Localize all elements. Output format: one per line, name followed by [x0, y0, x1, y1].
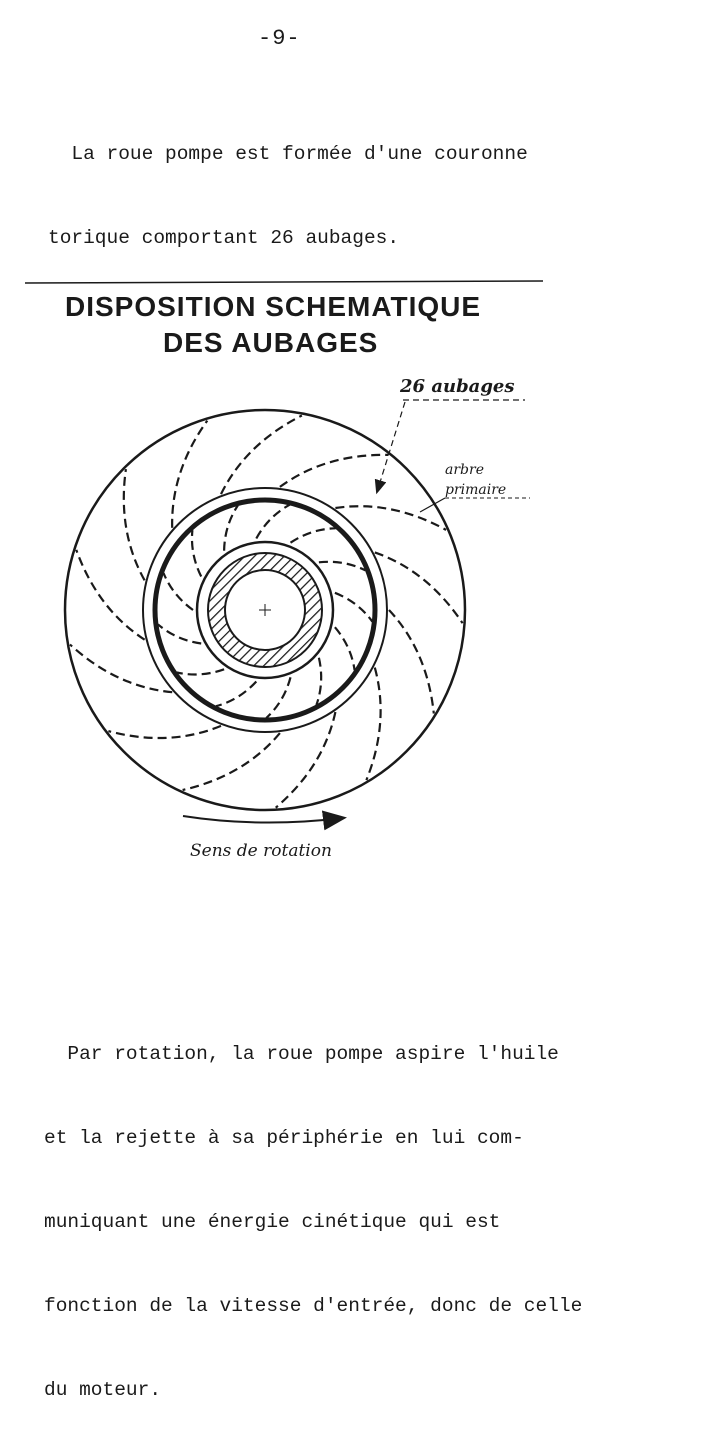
paragraph-line: Par rotation, la roue pompe aspire l'huile: [44, 1043, 559, 1065]
page-number: -9-: [258, 26, 301, 51]
inner-blade: [335, 593, 373, 622]
outer-blade: [276, 712, 336, 808]
outer-blade: [221, 416, 302, 495]
outer-blade: [76, 550, 144, 640]
inner-blade: [158, 624, 201, 643]
paragraph-line: La roue pompe est formée d'une couronne: [48, 143, 528, 165]
outer-blade: [366, 668, 380, 781]
paragraph-operation: [44, 984, 582, 1432]
paragraph-line: fonction de la vitesse d'entrée, donc de celle: [44, 1295, 583, 1317]
outer-blade: [183, 733, 280, 790]
figure-top-border: [25, 281, 543, 283]
blade-layout-figure: [25, 280, 545, 865]
paragraph-line: du moteur.: [44, 1379, 162, 1401]
inner-blade: [335, 627, 355, 670]
inner-blade: [291, 528, 336, 542]
paragraph-line: torique comportant 26 aubages.: [48, 227, 400, 249]
outer-blade: [389, 610, 434, 714]
inner-blade: [177, 669, 224, 674]
paragraph-intro: [48, 84, 528, 280]
inner-blade: [216, 682, 256, 707]
paragraph-line: et la rejette à sa périphérie en lui com-: [44, 1127, 524, 1149]
blade-count-label: 26 aubages: [400, 376, 515, 397]
shaft-label-line2: primaire: [445, 482, 507, 498]
rotation-label: Sens de rotation: [190, 841, 332, 861]
paragraph-line: muniquant une énergie cinétique qui est: [44, 1211, 501, 1233]
inner-blade: [316, 658, 321, 705]
rotation-arrow-icon: [183, 816, 343, 823]
outer-blade: [172, 421, 207, 528]
figure-title-line1: DISPOSITION SCHEMATIQUE: [65, 291, 482, 322]
outer-blade: [124, 469, 145, 580]
inner-blade: [224, 506, 238, 551]
inner-blade: [256, 505, 289, 539]
outer-blade: [280, 455, 388, 487]
outer-blade: [335, 506, 446, 530]
inner-blade: [192, 530, 201, 576]
inner-blade: [266, 677, 290, 718]
pump-wheel: [65, 410, 465, 810]
inner-blade: [164, 573, 194, 610]
shaft-label-line1: arbre: [445, 462, 484, 478]
outer-blade: [108, 726, 221, 738]
inner-blade: [319, 562, 366, 571]
figure-title-line2: DES AUBAGES: [163, 327, 379, 358]
